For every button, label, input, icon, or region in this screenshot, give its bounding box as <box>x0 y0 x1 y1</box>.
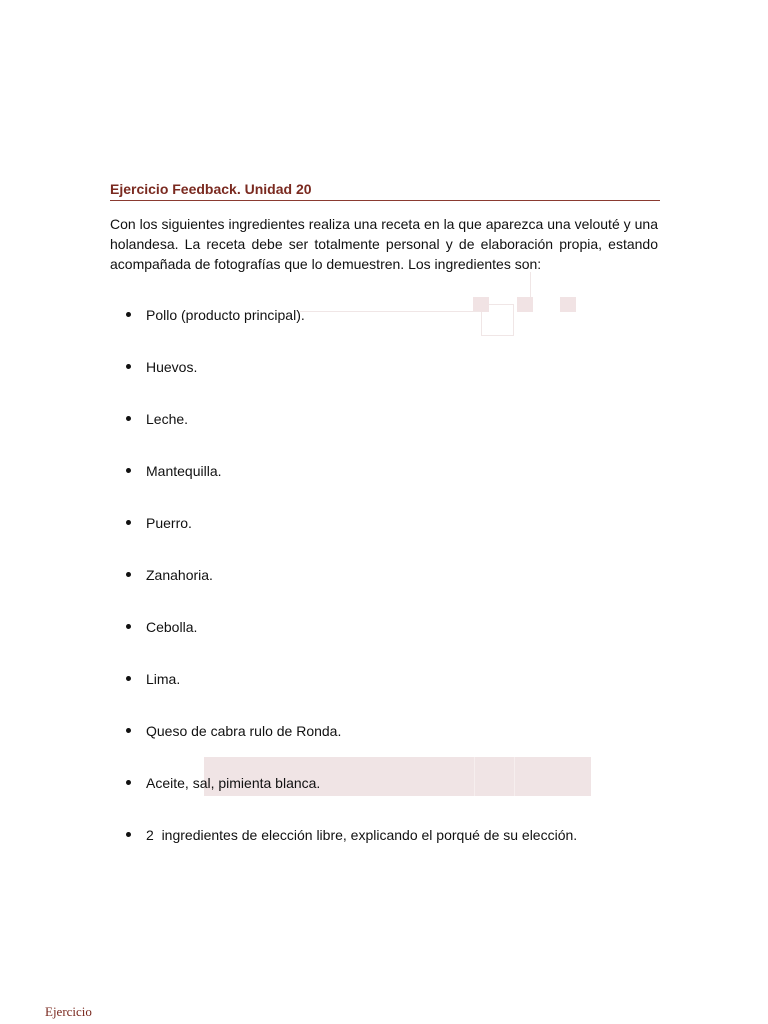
bullet-icon <box>126 520 131 525</box>
ingredient-label: Lima. <box>146 671 181 687</box>
ingredient-label: Queso de cabra rulo de Ronda. <box>146 723 342 739</box>
list-item <box>110 409 670 461</box>
list-item <box>110 825 670 877</box>
ingredient-list <box>110 305 670 877</box>
list-item <box>110 617 670 669</box>
ingredient-label: Zanahoria. <box>146 567 213 583</box>
bullet-icon <box>126 468 131 473</box>
list-item <box>110 565 670 617</box>
bullet-icon <box>126 676 131 681</box>
ingredient-label: Cebolla. <box>146 619 198 635</box>
list-item <box>110 513 670 565</box>
page-title: Ejercicio Feedback. Unidad 20 <box>110 181 660 201</box>
list-item <box>110 461 670 513</box>
ingredient-label: Puerro. <box>146 515 192 531</box>
ingredient-label: Leche. <box>146 411 189 427</box>
list-item <box>110 357 670 409</box>
bullet-icon <box>126 728 131 733</box>
ingredient-label: Mantequilla. <box>146 463 222 479</box>
ingredient-label: 2 ingredientes de elección libre, explicando el porqué de su elección. <box>146 827 578 843</box>
list-item <box>110 669 670 721</box>
bullet-icon <box>126 572 131 577</box>
list-item <box>110 773 670 825</box>
intro-paragraph: Con los siguientes ingredientes realiza una receta en la que aparezca una velouté y una holandesa. La receta debe ser totalmente personal y de elaboración propia, estando acompañada de fotografías que lo demuestren. Los ingredientes son: <box>110 216 658 272</box>
ingredient-label: Huevos. <box>146 359 198 375</box>
footer-label: Ejercicio <box>45 1004 92 1019</box>
bullet-icon <box>126 312 131 317</box>
bullet-icon <box>126 364 131 369</box>
ingredient-label: Aceite, sal, pimienta blanca. <box>146 775 321 791</box>
ingredient-label: Pollo (producto principal). <box>146 307 305 323</box>
bullet-icon <box>126 780 131 785</box>
bullet-icon <box>126 624 131 629</box>
bullet-icon <box>126 832 131 837</box>
bullet-icon <box>126 416 131 421</box>
list-item <box>110 721 670 773</box>
list-item <box>110 305 670 357</box>
